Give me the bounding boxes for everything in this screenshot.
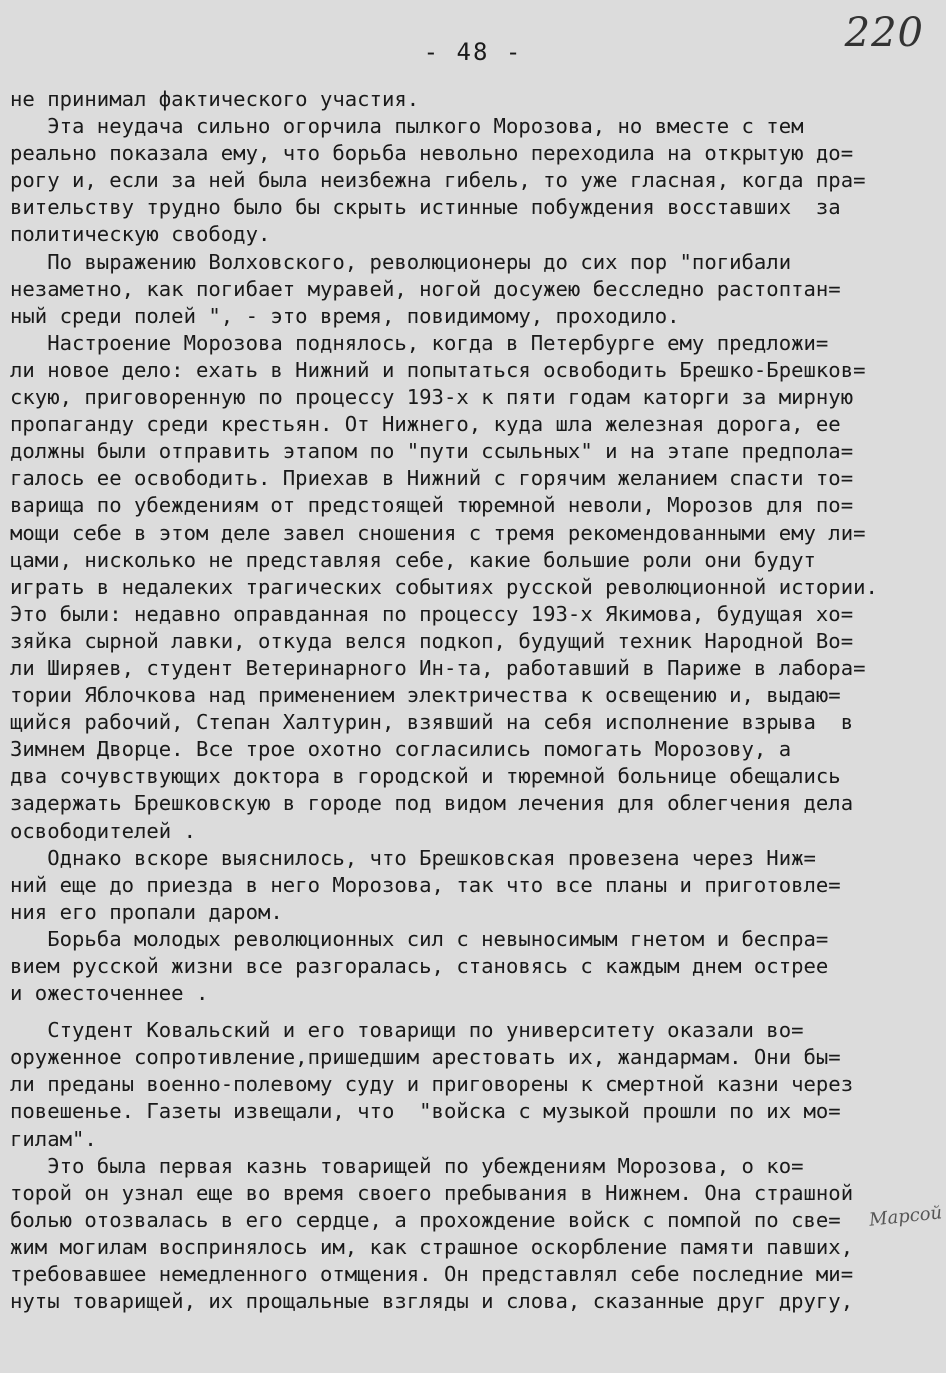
text-line: рогу и, если за ней была неизбежна гибель, то уже гласная, когда пра= [10,168,866,193]
text-line: Студент Ковальский и его товарищи по университету оказали во= [10,1018,804,1043]
text-line: играть в недалеких трагических событиях русской революционной истории. [10,574,878,599]
text-line: оруженное сопротивление,пришедшим арестовать их, жандармам. Они бы= [10,1045,841,1070]
archive-number: 220 [844,10,924,56]
text-line: ный среди полей ", - это время, повидимому, проходило. [10,303,680,328]
text-line: жим могилам воспринялось им, как страшное оскорбление памяти павших, [10,1234,854,1259]
text-line: нуты товарищей, их прощальные взгляды и слова, сказанные друг другу, [10,1289,854,1314]
text-line: ли преданы военно-полевому суду и приговорены к смертной казни через [10,1072,854,1097]
text-line: вием русской жизни все разгоралась, становясь с каждым днем острее [10,954,829,978]
text-line: гилам". [10,1126,97,1151]
text-line: Однако вскоре выяснилось, что Брешковская провезена через Ниж= [10,845,816,870]
text-line: Настроение Морозова поднялось, когда в Петербурге ему предложи= [10,330,829,355]
text-line: незаметно, как погибает муравей, ногой досужею бесследно растоптан= [10,276,841,301]
text-line: не принимал фактического участия. [10,87,420,111]
text-line: и ожесточеннее . [10,981,209,1006]
text-line: цами, нисколько не представляя себе, какие большие роли они будут [10,547,816,572]
text-line: Зимнем Дворце. Все трое охотно согласились помогать Морозову, а [10,737,792,762]
text-line: зяйка сырной лавки, откуда велся подкоп, будущий техник Народной Во= [10,628,854,653]
text-line: Эта неудача сильно огорчила пылкого Морозова, но вместе с тем [10,114,804,139]
text-line: политическую свободу. [10,222,271,247]
text-line: ния его пропали даром. [10,899,283,924]
text-line: ли новое дело: ехать в Нижний и попытаться освободить Брешко-Брешков= [10,357,866,382]
text-line: Борьба молодых революционных сил с невыносимым гнетом и беспра= [10,926,829,951]
text-line: должны были отправить этапом по "пути ссыльных" и на этапе предпола= [10,439,854,464]
text-line: торой он узнал еще во время своего пребывания в Нижнем. Она страшной [10,1180,854,1205]
text-line: задержать Брешковскую в городе под видом лечения для облегчения дела [10,791,854,816]
text-line: мощи себе в этом деле завел сношения с тремя рекомендованными ему ли= [10,520,866,545]
text-line: болью отозвалась в его сердце, а прохождение войск с помпой по све= [10,1207,841,1232]
text-line: скую, приговоренную по процессу 193-х к пяти годам каторги за мирную [10,385,854,410]
text-line: Это были: недавно оправданная по процессу 193-х Якимова, будущая хо= [10,601,854,626]
text-line: варища по убеждениям от предстоящей тюремной неволи, Морозов для по= [10,493,854,518]
text-line: Это была первая казнь товарищей по убеждениям Морозова, о ко= [10,1153,804,1178]
text-line: По выражению Волховского, революционеры до сих пор "погибали [10,249,792,274]
text-line: тории Яблочкова над применением электричества к освещению и, выдаю= [10,683,841,708]
margin-note: Марсой [867,1202,943,1231]
text-line: освободителей . [10,818,196,843]
paragraph-gap [10,1007,944,1017]
text-line: галось ее освободить. Приехав в Нижний с горячим желанием спасти то= [10,466,854,491]
text-line: ний еще до приезда в него Морозова, так что все планы и приготовле= [10,872,841,897]
page-number: - 48 - [423,38,523,66]
text-line: пропаганду среди крестьян. От Нижнего, куда шла железная дорога, ее [10,412,841,437]
typed-text-body [10,86,944,1315]
text-line: повешенье. Газеты извещали, что "войска с музыкой прошли по их мо= [10,1099,841,1124]
text-line: ли Ширяев, студент Ветеринарного Ин-та, работавший в Париже в лабора= [10,655,866,680]
text-line: два сочувствующих доктора в городской и тюремной больнице обещались [10,764,841,789]
text-line: реально показала ему, что борьба невольно переходила на открытую до= [10,141,854,166]
text-line: щийся рабочий, Степан Халтурин, взявший на себя исполнение взрыва в [10,710,854,735]
text-line: требовавшее немедленного отмщения. Он представлял себе последние ми= [10,1262,854,1287]
text-line: вительству трудно было бы скрыть истинные побуждения восставших за [10,195,841,220]
